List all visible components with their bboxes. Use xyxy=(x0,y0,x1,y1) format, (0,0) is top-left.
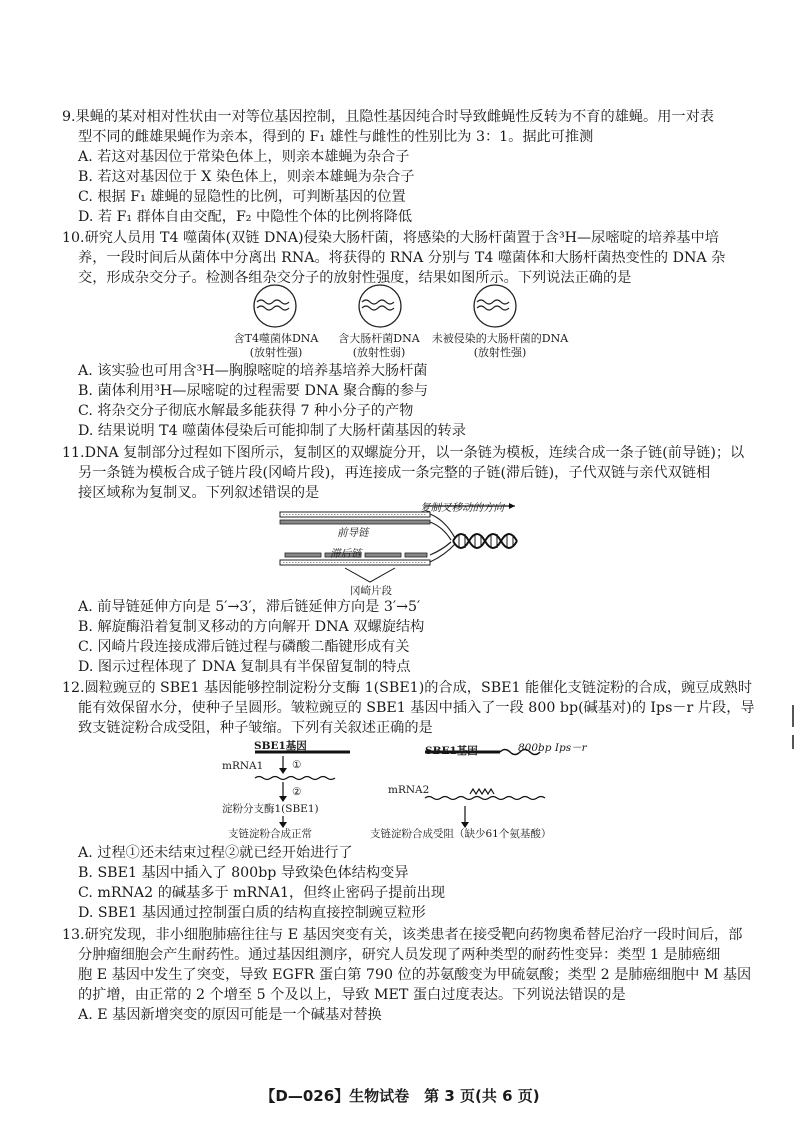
q10-hybrid-figure xyxy=(230,284,560,330)
q9-option-d: D. 若 F₁ 群体自由交配，F₂ 中隐性个体的比例将降低 xyxy=(78,209,413,225)
q10-stem-line3: 交，形成杂交分子。检测各组杂交分子的放射性强度，结果如图所示。下列说法正确的是 xyxy=(78,270,632,286)
q12-step1-label: ① xyxy=(292,759,302,771)
q11-option-b: B. 解旋酶沿着复制叉移动的方向解开 DNA 双螺旋结构 xyxy=(78,619,425,635)
q10-figure-label-2: 含大肠杆菌DNA xyxy=(338,332,420,345)
q10-option-c: C. 将杂交分子彻底水解最多能获得 7 种小分子的产物 xyxy=(78,403,414,419)
hybrid-circle-t4 xyxy=(254,285,296,327)
q11-option-c: C. 冈崎片段连接成滞后链过程与磷酸二酯键形成有关 xyxy=(78,639,410,655)
q13-stem-line2: 分肿瘤细胞会产生耐药性。通过基因组测序，研究人员发现了两种类型的耐药性变异：类型 1 是肺癌细 xyxy=(78,947,721,963)
q11-stem-line2: 另一条链为模板合成子链片段(冈崎片段)，再连接成一条完整的子链(滞后链)，子代双链与亲代双链相 xyxy=(78,465,711,481)
q10-figure-label-1: 含T4噬菌体DNA xyxy=(233,332,319,345)
q10-figure-note-3: (放射性强) xyxy=(473,346,527,359)
q11-option-a: A. 前导链延伸方向是 5′→3′，滞后链延伸方向是 3′→5′ xyxy=(78,599,421,615)
q12-mrna2-label: mRNA2 xyxy=(388,784,430,796)
margin-mark xyxy=(792,735,794,749)
q13-stem-line3: 胞 E 基因中发生了突变，导致 EGFR 蛋白第 790 位的苏氨酸变为甲硫氨酸；类型 2 是肺癌细胞中 M 基因 xyxy=(78,967,752,983)
q12-step2-label: ② xyxy=(292,786,302,798)
q11-leading-strand-label: 前导链 xyxy=(337,527,369,539)
q13-option-a: A. E 基因新增突变的原因可能是一个碱基对替换 xyxy=(78,1007,382,1023)
q12-enzyme-label: 淀粉分支酶1(SBE1) xyxy=(222,803,319,815)
q11-stem-line1: 11.DNA 复制部分过程如下图所示，复制区的双螺旋分开，以一条链为模板，连续合成一条子链(前导链)；以 xyxy=(62,445,745,461)
q10-figure-label-3: 未被侵染的大肠杆菌的DNA xyxy=(431,332,569,345)
q12-right-result: 支链淀粉合成受阻（缺少61个氨基酸） xyxy=(370,828,552,840)
q11-option-d: D. 图示过程体现了 DNA 复制具有半保留复制的特点 xyxy=(78,659,411,675)
q12-stem-line2: 能有效保留水分，使种子呈圆形。皱粒豌豆的 SBE1 基因中插入了一段 800 bp(碱基对)的 Ips－r 片段，导 xyxy=(78,700,755,716)
q9-option-a: A. 若这对基因位于常染色体上，则亲本雄蝇为杂合子 xyxy=(78,149,410,165)
q11-okazaki-label: 冈崎片段 xyxy=(350,585,392,597)
q12-right-gene-label: SBE1基因 xyxy=(425,745,478,757)
q12-mrna1-label: mRNA1 xyxy=(222,760,264,772)
q9-option-b: B. 若这对基因位于 X 染色体上，则亲本雄蝇为杂合子 xyxy=(78,169,415,185)
q12-left-gene-label: SBE1基因 xyxy=(254,740,307,752)
q10-option-b: B. 菌体利用³H—尿嘧啶的过程需要 DNA 聚合酶的参与 xyxy=(78,383,429,399)
margin-mark xyxy=(792,705,794,727)
q10-stem-line1: 10.研究人员用 T4 噬菌体(双链 DNA)侵染大肠杆菌，将感染的大肠杆菌置于含³H—尿嘧啶的培养基中培 xyxy=(62,230,719,246)
q11-lagging-strand-label: 滞后链 xyxy=(330,548,362,560)
q10-option-a: A. 该实验也可用含³H—胸腺嘧啶的培养基培养大肠杆菌 xyxy=(78,363,428,379)
q10-figure-note-2: (放射性弱) xyxy=(352,346,406,359)
hybrid-circle-ecoli xyxy=(359,285,401,327)
hybrid-circle-uninfected xyxy=(474,285,516,327)
q13-stem-line1: 13.研究发现，非小细胞肺癌往往与 E 基因突变有关，该类患者在接受靶向药物奥希替尼治疗一段时间后，部 xyxy=(62,927,743,943)
q11-direction-label: 复制叉移动的方向 xyxy=(420,502,504,514)
q9-stem-line1: 9.果蝇的某对相对性状由一对等位基因控制，且隐性基因纯合时导致雌蝇性反转为不育的雄蝇。用一对表 xyxy=(62,109,714,125)
page-footer: 【D—026】生物试卷 第 3 页(共 6 页) xyxy=(260,1087,540,1105)
q10-stem-line2: 养，一段时间后从菌体中分离出 RNA。将获得的 RNA 分别与 T4 噬菌体和大肠杆菌热变性的 DNA 杂 xyxy=(78,250,726,266)
q13-stem-line4: 的扩增，由正常的 2 个增至 5 个及以上，导致 MET 蛋白过度表达。下列说法错误的是 xyxy=(78,987,626,1003)
q9-stem-line2: 型不同的雌雄果蝇作为亲本，得到的 F₁ 雄性与雌性的性别比为 3：1。据此可推测 xyxy=(78,129,594,145)
q12-option-c: C. mRNA2 的碱基多于 mRNA1，但终止密码子提前出现 xyxy=(78,885,446,901)
q9-option-c: C. 根据 F₁ 雄蝇的显隐性的比例，可判断基因的位置 xyxy=(78,189,406,205)
q12-left-result: 支链淀粉合成正常 xyxy=(228,828,312,840)
q11-stem-line3: 接区域称为复制叉。下列叙述错误的是 xyxy=(78,485,320,501)
q12-stem-line3: 致支链淀粉合成受阻，种子皱缩。下列有关叙述正确的是 xyxy=(78,720,433,736)
q12-stem-line1: 12.圆粒豌豆的 SBE1 基因能够控制淀粉分支酶 1(SBE1)的合成，SBE1 能催化支链淀粉的合成，豌豆成熟时 xyxy=(62,680,753,696)
q12-option-a: A. 过程①还未结束过程②就已经开始进行了 xyxy=(78,845,353,861)
q12-insert-label: 800bp Ips－r xyxy=(518,742,587,754)
q10-option-d: D. 结果说明 T4 噬菌体侵染后可能抑制了大肠杆菌基因的转录 xyxy=(78,423,466,439)
q12-option-d: D. SBE1 基因通过控制蛋白质的结构直接控制豌豆粒形 xyxy=(78,905,426,921)
q12-option-b: B. SBE1 基因中插入了 800bp 导致染色体结构变异 xyxy=(78,865,409,881)
q10-figure-note-1: (放射性强) xyxy=(249,346,303,359)
